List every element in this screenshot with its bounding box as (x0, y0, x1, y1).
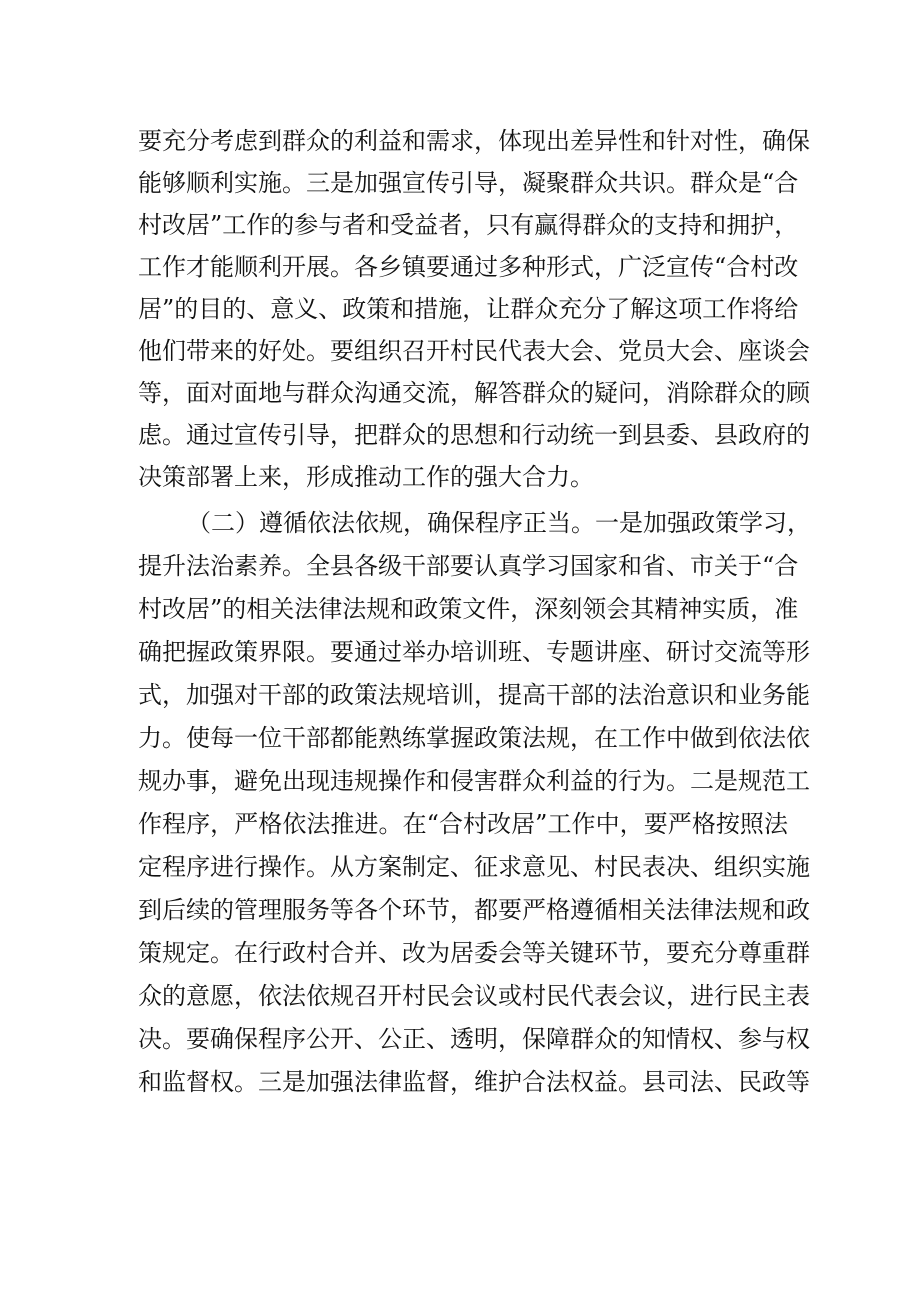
text-line: 能够顺利实施。三是加强宣传引导，凝聚群众共识。群众是“合 (138, 169, 799, 197)
text-line: 式，加强对干部的政策法规培训，提高干部的法治意识和业务能 (138, 681, 810, 709)
text-line: 等，面对面地与群众沟通交流，解答群众的疑问，消除群众的顾 (138, 379, 810, 407)
text-line: 力。使每一位干部都能熟练掌握政策法规，在工作中做到依法依 (138, 724, 810, 752)
text-line: 确把握政策界限。要通过举办培训班、专题讲座、研讨交流等形 (138, 638, 810, 666)
text-line: 决。要确保程序公开、公正、透明，保障群众的知情权、参与权 (138, 1025, 810, 1053)
text-line: 提升法治素养。全县各级干部要认真学习国家和省、市关于“合 (138, 552, 799, 580)
text-line: 工作才能顺利开展。各乡镇要通过多种形式，广泛宣传“合村改 (138, 253, 799, 281)
text-line: 村改居”工作的参与者和受益者，只有赢得群众的支持和拥护， (138, 211, 799, 239)
text-line: 定程序进行操作。从方案制定、征求意见、村民表决、组织实施 (138, 853, 810, 881)
text-line: 他们带来的好处。要组织召开村民代表大会、党员大会、座谈会 (138, 337, 810, 365)
text-line: 众的意愿，依法依规召开村民会议或村民代表会议，进行民主表 (138, 982, 810, 1010)
text-line: 要充分考虑到群众的利益和需求，体现出差异性和针对性，确保 (138, 127, 810, 155)
text-line: 和监督权。三是加强法律监督，维护合法权益。县司法、民政等 (138, 1068, 810, 1096)
text-line: 到后续的管理服务等各个环节，都要严格遵循相关法律法规和政 (138, 896, 810, 924)
text-line: 居”的目的、意义、政策和措施，让群众充分了解这项工作将给 (138, 295, 799, 323)
text-line: 策规定。在行政村合并、改为居委会等关键环节，要充分尊重群 (138, 939, 810, 967)
text-line: 村改居”的相关法律法规和政策文件，深刻领会其精神实质，准 (138, 595, 799, 623)
text-line: 决策部署上来，形成推动工作的强大合力。 (138, 463, 594, 491)
text-line: 规办事，避免出现违规操作和侵害群众利益的行为。二是规范工 (138, 767, 810, 795)
text-line: 作程序，严格依法推进。在“合村改居”工作中，要严格按照法 (138, 810, 788, 838)
text-line: 虑。通过宣传引导，把群众的思想和行动统一到县委、县政府的 (138, 421, 810, 449)
section-heading-line: （二）遵循依法依规，确保程序正当。一是加强政策学习， (187, 509, 811, 537)
